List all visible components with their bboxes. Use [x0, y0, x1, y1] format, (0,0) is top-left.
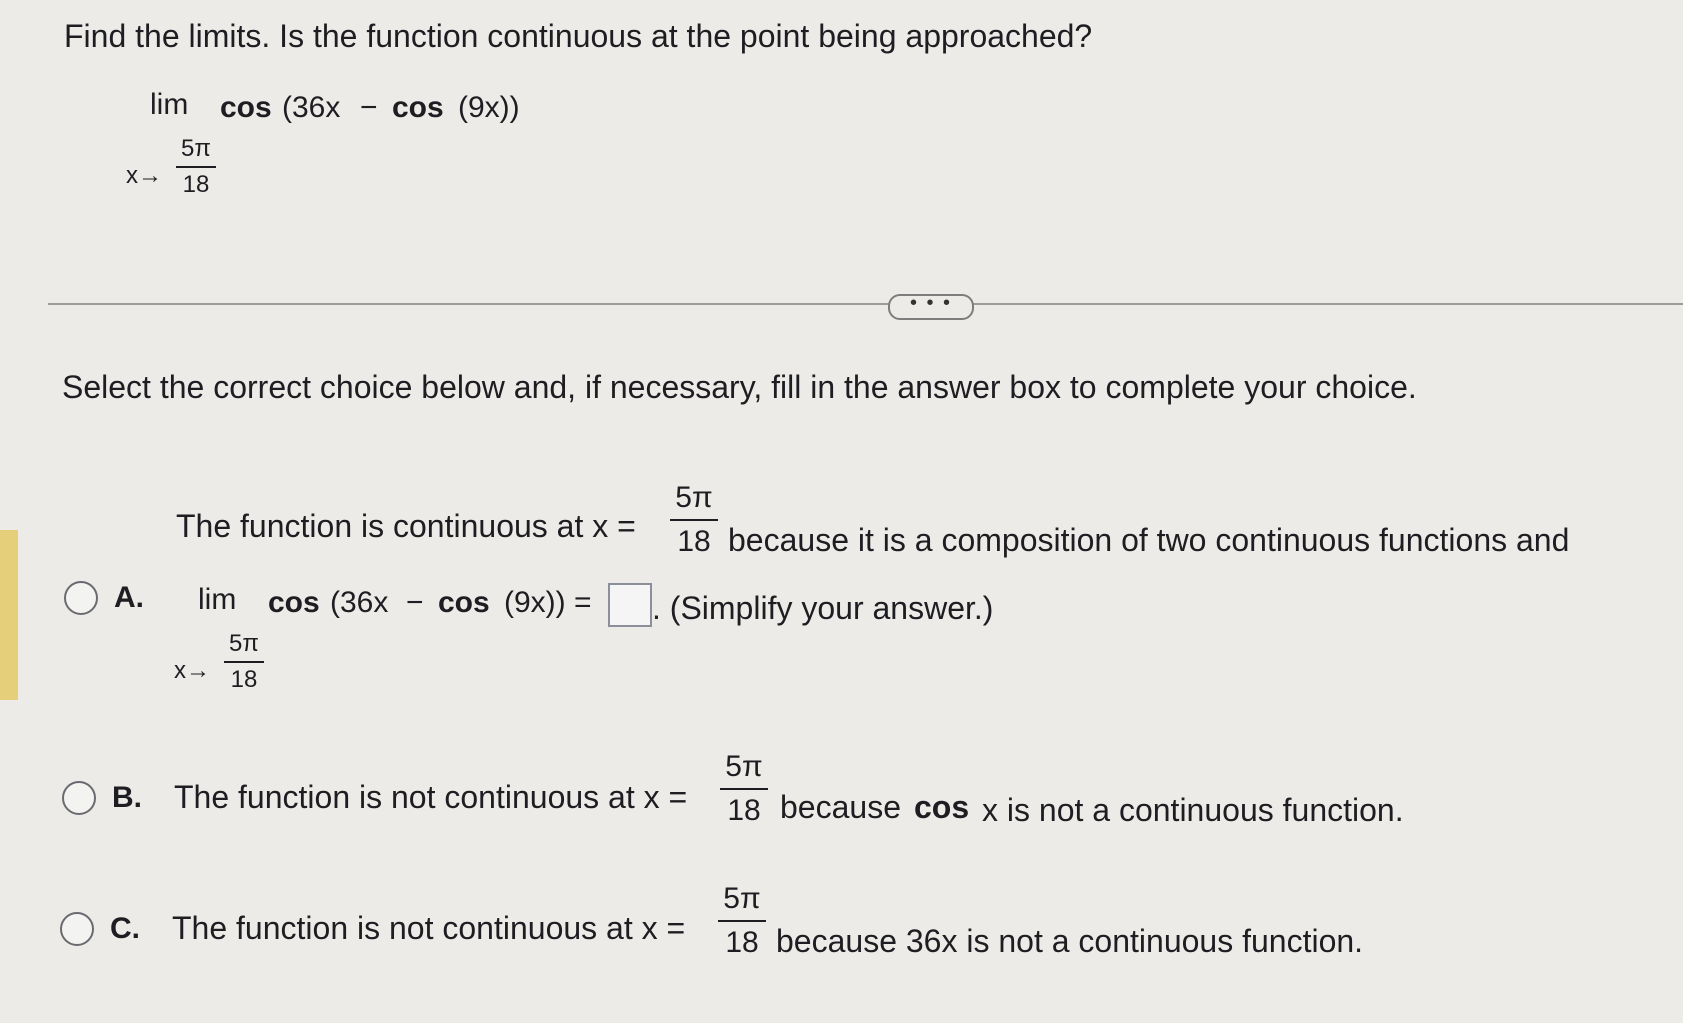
fraction-denominator: 18	[230, 666, 258, 693]
choice-c-suffix: because 36x is not a continuous function.	[776, 923, 1364, 959]
cos-func: cos	[220, 91, 272, 124]
fraction-denominator: 18	[727, 794, 761, 827]
fraction-denominator: 18	[725, 926, 759, 959]
fraction-numerator: 5π	[723, 882, 761, 915]
fraction-numerator: 5π	[229, 630, 259, 657]
choice-a-after-box: . (Simplify your answer.)	[652, 590, 994, 626]
choice-a-line1-prefix: The function is continuous at x =	[176, 508, 636, 544]
choice-a-inner-arg: (9x)) =	[504, 586, 592, 619]
fraction-numerator: 5π	[675, 481, 713, 514]
choice-a-line1-suffix: because it is a composition of two continuous functions and	[728, 522, 1570, 558]
instruction-text: Select the correct choice below and, if necessary, fill in the answer box to complete your choice.	[62, 369, 1417, 405]
fraction-bar	[224, 661, 264, 663]
fraction-bar	[720, 788, 768, 790]
choice-c-letter: C.	[110, 912, 140, 945]
outer-arg: (36x	[282, 91, 341, 124]
fraction-bar	[176, 166, 216, 168]
choice-b-radio[interactable]	[62, 781, 96, 815]
fraction-denominator: 18	[182, 171, 210, 198]
question-text: Find the limits. Is the function continuous at the point being approached?	[64, 18, 1093, 54]
choice-b-prefix: The function is not continuous at x =	[174, 779, 688, 815]
choice-a-outer-arg: (36x	[330, 586, 389, 619]
choice-a-approach-var: x→	[174, 657, 210, 684]
fraction-bar	[718, 920, 766, 922]
choice-a-lim-label: lim	[198, 583, 237, 616]
inner-cos-func: cos	[392, 91, 444, 124]
show-more-button[interactable]: • • •	[888, 294, 974, 320]
section-divider	[48, 303, 1683, 305]
inner-arg: (9x))	[458, 91, 520, 124]
choice-b-letter: B.	[112, 781, 142, 814]
lim-label: lim	[150, 88, 189, 121]
minus-sign: −	[360, 91, 378, 124]
fraction-bar	[670, 519, 718, 521]
choice-b-suffix-post: x is not a continuous function.	[982, 792, 1404, 828]
choice-a-letter: A.	[114, 581, 144, 614]
choice-a-cos-func: cos	[268, 586, 320, 619]
choice-a-point-fraction	[670, 479, 718, 561]
answer-input-box[interactable]	[608, 583, 652, 627]
choice-c-point-fraction	[718, 880, 766, 962]
choice-c-prefix: The function is not continuous at x =	[172, 910, 686, 946]
choice-a-approach-fraction	[224, 629, 264, 695]
approach-var: x→	[126, 162, 162, 189]
fraction-denominator: 18	[677, 525, 711, 558]
approach-point-fraction	[176, 134, 216, 200]
fraction-numerator: 5π	[725, 750, 763, 783]
choice-a-minus-sign: −	[406, 586, 424, 619]
choice-a-inner-cos-func: cos	[438, 586, 490, 619]
selection-accent-strip	[0, 530, 18, 700]
choice-b-suffix-bold: cos	[914, 789, 970, 825]
choice-b-point-fraction	[720, 748, 768, 830]
choice-c-radio[interactable]	[60, 912, 94, 946]
choice-a-radio[interactable]	[64, 581, 98, 615]
choice-b-suffix-pre: because	[780, 789, 901, 825]
fraction-numerator: 5π	[181, 135, 211, 162]
